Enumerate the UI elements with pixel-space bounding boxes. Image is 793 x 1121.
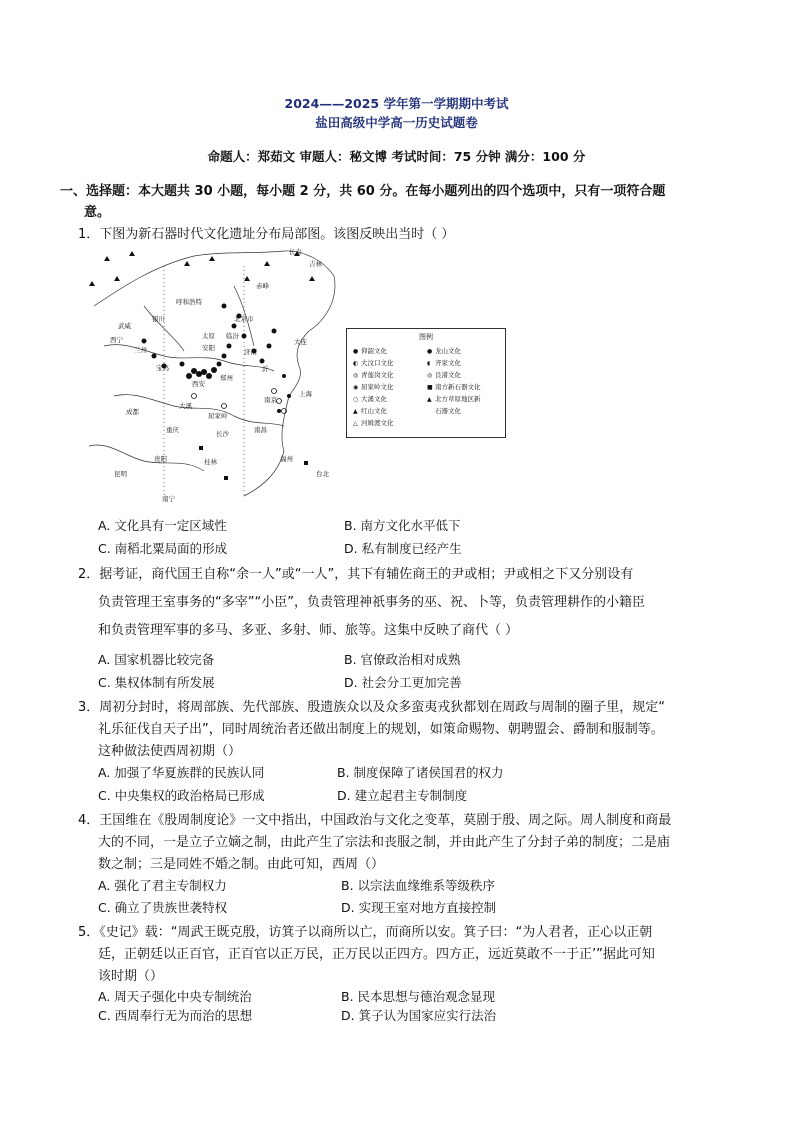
legend-symbol: ▲	[353, 408, 358, 415]
legend-item: △ 河姆渡文化	[353, 419, 394, 427]
map-label: 昆明	[114, 470, 127, 478]
legend-item: 石器文化	[435, 407, 461, 415]
map-label: 桂林	[204, 458, 217, 466]
q5-option-b: B. 民本思想与德治观念显现	[341, 989, 496, 1004]
map-label: 太原	[202, 332, 215, 340]
q5-option-d: D. 箕子认为国家应实行法治	[341, 1008, 497, 1023]
map-label: 兰州	[134, 346, 147, 354]
map-label: 吉林	[309, 260, 322, 268]
map-label: 呼和浩特	[176, 298, 202, 306]
question-3-stem: 这种做法使西周初期（）	[98, 744, 242, 759]
map-label: 成都	[126, 408, 139, 416]
q2-option-d: D. 社会分工更加完善	[344, 675, 462, 690]
map-label: 郑州	[220, 374, 233, 382]
map-label: 长春	[289, 248, 302, 256]
legend-item: ○ 大溪文化	[353, 395, 387, 403]
question-3-stem: 礼乐征伐自天子出”，同时周统治者还做出制度上的规划，如策命赐物、朝聘盟会、爵制和服制等。	[98, 722, 664, 737]
map-label: 重庆	[166, 426, 179, 434]
map-label: 贵阳	[154, 455, 167, 463]
q1-option-b: B. 南方文化水平低下	[344, 518, 461, 533]
question-5-stem: 该时期（）	[98, 969, 164, 984]
legend-symbol: ◎	[353, 372, 359, 379]
map-label: 沂	[262, 365, 269, 373]
question-3-stem: 3．周初分封时，将周部族、先代部族、殷遗族众以及众多蛮夷戎狄都划在周政与周制的圈子里，规定“	[78, 700, 666, 715]
map-label: 临汾	[226, 332, 239, 340]
map-label: 台北	[316, 470, 329, 478]
q3-option-a: A. 加强了华夏族群的民族认同	[98, 765, 265, 780]
map-label: 西宁	[110, 336, 123, 344]
map-label: 南昌	[254, 426, 267, 434]
question-5-stem: 5．《史记》载：“周武王既克殷，访箕子以商所以亡，而商所以安。箕子曰：“为人君者，正心以正朝	[78, 925, 653, 940]
legend-symbol: ●	[353, 348, 359, 355]
legend-symbol: ◐	[353, 360, 359, 367]
legend-item: ◎ 良渚文化	[427, 371, 461, 379]
legend-item: ◎ 青莲岗文化	[353, 371, 394, 379]
q3-option-d: D. 建立起君主专制制度	[337, 788, 468, 803]
legend-symbol: ○	[353, 396, 359, 403]
question-1-stem: 1．下图为新石器时代文化遗址分布局部图。该图反映出当时（ ）	[78, 227, 455, 242]
q1-option-a: A. 文化具有一定区域性	[98, 518, 227, 533]
q5-option-c: C. 西周奉行无为而治的思想	[98, 1008, 253, 1023]
question-2-stem: 负责管理王室事务的“多宰”“小臣”，负责管理神祇事务的巫、祝、卜等，负责管理耕作的小籍臣	[98, 595, 645, 610]
map-legend	[346, 328, 506, 438]
map-label: 屈家岭	[208, 412, 228, 420]
legend-symbol: ◎	[427, 372, 433, 379]
map-label: 长沙	[216, 430, 229, 438]
exam-subtitle: 盐田高级中学高一历史试题卷	[315, 115, 478, 130]
question-4-stem: 大的不同，一是立子立嫡之制，由此产生了宗法和丧服之制，并由此产生了分封子弟的制度；二是庙	[98, 835, 671, 850]
map-label: 南宁	[162, 495, 175, 503]
map-label: 银川	[152, 315, 165, 323]
q4-option-a: A. 强化了君主专制权力	[98, 878, 227, 893]
q4-option-d: D. 实现王室对地方直接控制	[341, 900, 497, 915]
question-5-stem: 廷，正朝廷以正百官，正百官以正万民，正万民以正四方。四方正，远近莫敢不一于正’”据此可知	[98, 947, 655, 962]
map-label: 宝鸡	[156, 364, 169, 372]
legend-item: ◉ 屈家岭文化	[353, 383, 394, 391]
map-label: 南京	[264, 396, 277, 404]
legend-item: ◐ 大汶口文化	[353, 359, 394, 367]
q3-option-c: C. 中央集权的政治格局已形成	[98, 788, 265, 803]
q4-option-b: B. 以宗法血缘维系等级秩序	[341, 878, 496, 893]
exam-title: 2024——2025 学年第一学期期中考试	[284, 96, 509, 111]
map-label: 北京市	[234, 315, 254, 323]
map-label: 西安	[192, 380, 205, 388]
map-label: 安阳	[202, 344, 215, 352]
legend-title: 图例	[419, 333, 433, 341]
section-heading-cont: 意。	[84, 205, 111, 220]
question-4-stem: 数之制；三是同姓不婚之制。由此可知，西周（）	[98, 857, 385, 872]
map-label: 上海	[299, 390, 312, 398]
q2-option-a: A. 国家机器比较完备	[98, 652, 215, 667]
legend-symbol: ●	[427, 348, 433, 355]
q3-option-b: B. 制度保障了诸侯国君的权力	[337, 765, 504, 780]
q1-option-d: D. 私有制度已经产生	[344, 541, 462, 556]
q2-option-c: C. 集权体制有所发展	[98, 675, 215, 690]
legend-item: ● 仰韶文化	[353, 347, 387, 355]
exam-authors: 命题人：郑茹文 审题人：秘文博 考试时间：75 分钟 满分：100 分	[207, 149, 586, 164]
map-label: 福州	[280, 455, 293, 463]
q4-option-c: C. 确立了贵族世袭特权	[98, 900, 228, 915]
section-heading: 一、选择题：本大题共 30 小题，每小题 2 分，共 60 分。在每小题列出的四个选项中，只有一项符合题	[60, 184, 666, 199]
legend-item: ▲ 北方草原地区新	[427, 395, 481, 403]
question-4-stem: 4．王国维在《殷周制度论》一文中指出，中国政治与文化之变革，莫剧于殷、周之际。周人制度和商最	[78, 813, 672, 828]
neolithic-map	[84, 246, 342, 504]
q5-option-a: A. 周天子强化中央专制统治	[98, 989, 252, 1004]
question-2-stem: 2．据考证，商代国王自称“余一人”或“一人”，其下有辅佐商王的尹或相；尹或相之下又分别设有	[78, 567, 634, 582]
legend-symbol: ◖	[427, 360, 431, 367]
legend-symbol: ▲	[427, 396, 432, 403]
map-label: 济南	[244, 348, 257, 356]
legend-item: ◖ 齐家文化	[427, 359, 461, 367]
legend-item: ■ 南方新石器文化	[427, 383, 481, 391]
legend-symbol: △	[353, 420, 358, 427]
legend-symbol: ■	[427, 384, 433, 391]
legend-symbol: ◉	[353, 384, 359, 391]
legend-item: ● 龙山文化	[427, 347, 461, 355]
q1-option-c: C. 南稻北粟局面的形成	[98, 541, 228, 556]
map-label: 武威	[118, 322, 131, 330]
map-label: 大连	[294, 338, 307, 346]
legend-item: ▲ 红山文化	[353, 407, 387, 415]
q2-option-b: B. 官僚政治相对成熟	[344, 652, 461, 667]
map-label: 大溪	[179, 402, 192, 410]
question-2-stem: 和负责管理军事的多马、多亚、多射、师、旅等。这集中反映了商代（ ）	[98, 623, 519, 638]
map-label: 赤峰	[256, 282, 269, 290]
